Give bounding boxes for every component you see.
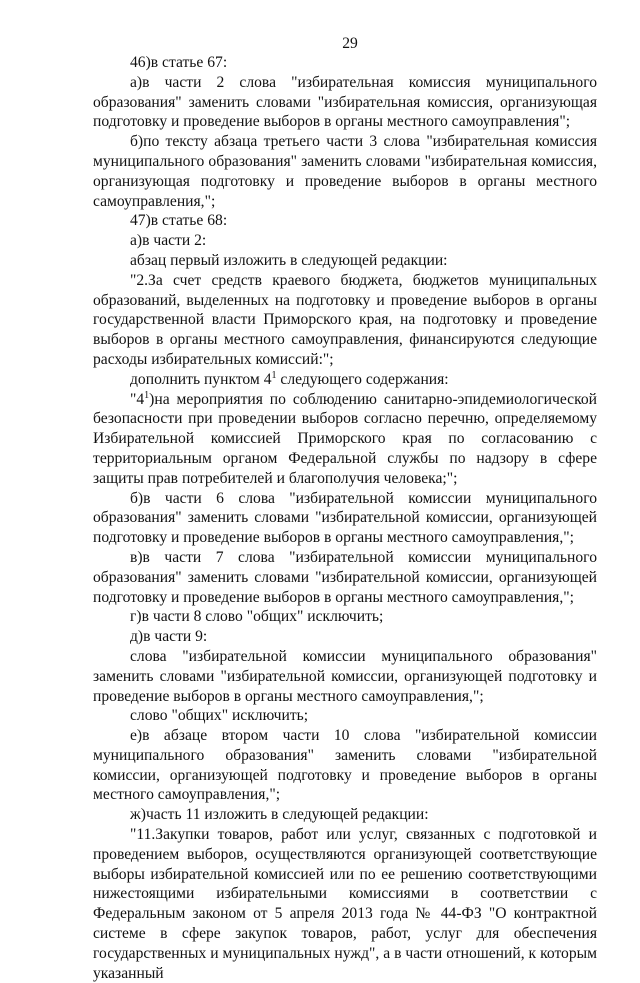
paragraph-text: следующего содержания: xyxy=(276,370,449,388)
paragraph-text: )на мероприятия по соблюдению санитарно-эпидемиологической безопасности при проведении выборов согласно перечню, определяемому Избирательной комиссией Приморского края по согласованию с территориальным органом Федеральной службы по надзору в сфере защиты прав потребителей и благополучия человека;"; xyxy=(93,390,597,487)
page-number: 29 xyxy=(342,35,358,52)
paragraph-text: дополнить пунктом 4 xyxy=(130,370,272,388)
superscript: 1 xyxy=(144,389,150,401)
paragraph: 46)в статье 67: xyxy=(130,54,228,71)
paragraph: слова "избирательной комиссии муниципального образования" заменить словами "избирательной комиссии, организующей подготовку и проведение выборов в органы местного самоуправления,"; xyxy=(93,647,597,705)
paragraph: слово "общих" исключить; xyxy=(130,707,309,725)
document-body xyxy=(93,53,597,983)
superscript: 1 xyxy=(271,369,277,381)
paragraph-text: "4 xyxy=(130,390,145,408)
paragraph: "2.За счет средств краевого бюджета, бюджетов муниципальных образований, выделенных на подготовку и проведение выборов в органы государственной власти Приморского края, на подготовку и проведение выборов в органы местного самоуправления, финансируются следующие расходы избирательных комиссий:"; xyxy=(93,271,597,368)
paragraph: 47)в статье 68: xyxy=(130,212,228,230)
paragraph: а)в части 2: xyxy=(130,232,207,250)
paragraph: б)по тексту абзаца третьего части 3 слова "избирательная комиссия муниципального образования" заменить словами "избирательная комиссия, организующая подготовку и проведение выборов в органы местного самоуправления,"; xyxy=(93,133,597,210)
paragraph: б)в части 6 слова "избирательной комиссии муниципального образования" заменить словами "избирательной комиссии, организующей подготовку и проведение выборов в органы местного самоуправления,"; xyxy=(93,489,597,547)
paragraph: в)в части 7 слова "избирательной комиссии муниципального образования" заменить словами "избирательной комиссии, организующей подготовку и проведение выборов в органы местного самоуправления,"; xyxy=(93,548,597,606)
paragraph: ж)часть 11 изложить в следующей редакции: xyxy=(130,806,429,824)
paragraph: абзац первый изложить в следующей редакции: xyxy=(130,251,448,269)
paragraph: г)в части 8 слово "общих" исключить; xyxy=(130,608,384,626)
paragraph: "11.Закупки товаров, работ или услуг, связанных с подготовкой и проведением выборов, осуществляются организующей соответствующие выборы избирательной комиссией или по ее решению соответствующими нижестоящими избирательными комиссиями в соответствии с Федеральным законом от 5 апреля 2013 года № 44-ФЗ "О контрактной системе в сфере закупок товаров, работ, услуг для обеспечения государственных и муниципальных нужд", а в части отношений, к которым указанный xyxy=(93,826,597,982)
paragraph: д)в части 9: xyxy=(130,628,208,646)
paragraph: е)в абзаце втором части 10 слова "избирательной комиссии муниципального образования" заменить словами "избирательной комиссии, организующей подготовку и проведение выборов в органы местного самоуправления,"; xyxy=(93,727,597,804)
paragraph-with-superscript xyxy=(93,370,597,390)
paragraph: а)в части 2 слова "избирательная комиссия муниципального образования" заменить словами "избирательная комиссия, организующая подготовку и проведение выборов в органы местного самоуправления"; xyxy=(93,73,597,131)
paragraph-with-superscript xyxy=(93,390,597,489)
